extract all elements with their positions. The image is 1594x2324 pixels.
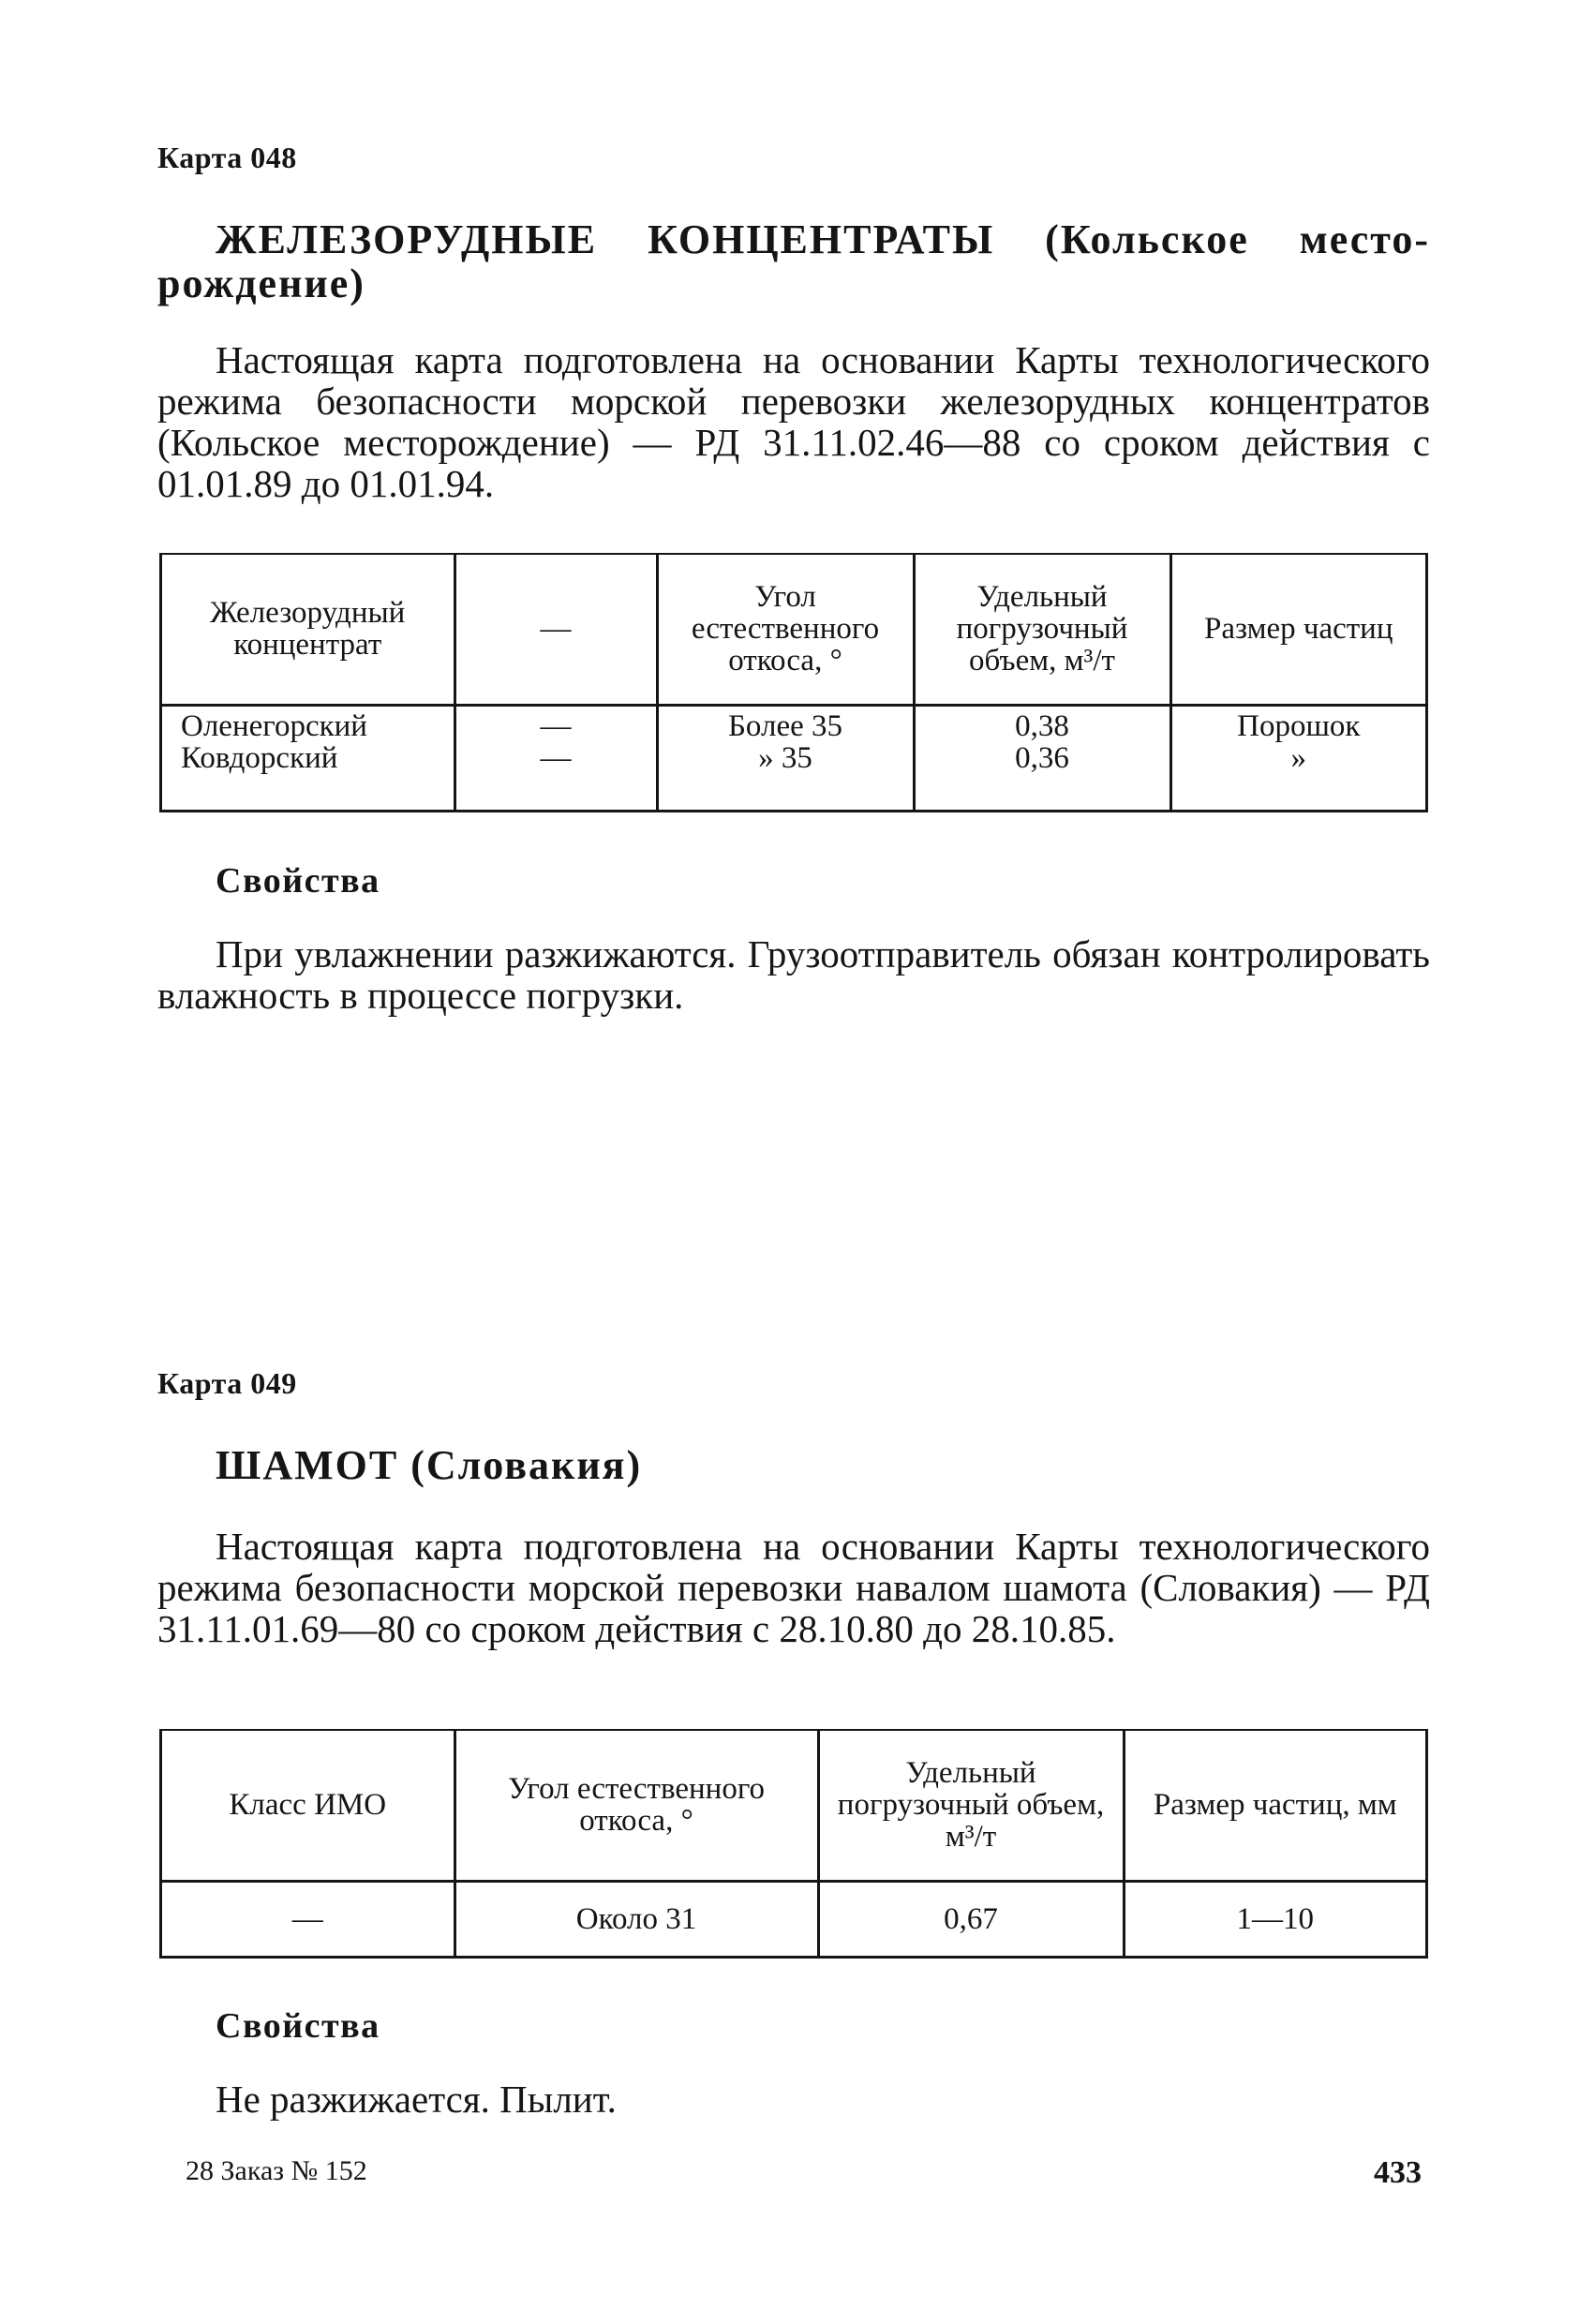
cell-name: Оленегорский <box>181 709 367 743</box>
card-048-title-word-4: место- <box>1299 216 1430 262</box>
header-particle-size: Размер частиц, мм <box>1124 1731 1425 1881</box>
cell-volume: 0,36 <box>914 742 1170 810</box>
table-row <box>162 742 1425 810</box>
cell-size: Порошок <box>1170 705 1425 742</box>
table-row <box>162 1881 1425 1956</box>
card-049-title: ШАМОТ (Словакия) <box>216 1442 643 1488</box>
cell-volume: 0,67 <box>818 1881 1124 1956</box>
cell-size: 1—10 <box>1124 1881 1425 1956</box>
card-048-intro: Настоящая карта подготовлена на основании Карты технологического режима безопасности морской перевозки железорудных концентратов (Кольское месторождение) — РД 31.11.02.46—88 со сроком действия с 01.01.89 до 01.01.94. <box>157 338 1430 505</box>
header-angle: Угол естественного откоса, ° <box>657 555 914 705</box>
cell-volume: 0,38 <box>914 705 1170 742</box>
card-049-intro: Настоящая карта подготовлена на основании Карты технологического режима безопасности морской перевозки навалом шамота (Словакия) — РД 31.11.01.69—80 со сроком действия с 28.10.80 до 28.10.85. <box>157 1525 1430 1650</box>
card-048-title-word-2: КОНЦЕНТРАТЫ <box>648 216 995 262</box>
card-049-properties-text: Не разжижается. Пылит. <box>216 2078 617 2121</box>
table-row <box>162 705 1425 742</box>
card-049-table <box>162 1731 1425 1956</box>
card-049-table-header <box>162 1731 1425 1881</box>
card-048-properties-text: При увлажнении разжижаются. Грузоотправитель обязан контролировать влажность в процессе погрузки. <box>157 932 1430 1017</box>
card-048-title <box>157 216 1430 319</box>
card-048-table-header <box>162 555 1425 705</box>
header-imo-class: Класс ИМО <box>162 1731 454 1881</box>
card-048-title-word-1: ЖЕЛЕЗОРУДНЫЕ <box>216 216 598 262</box>
cell-dash: — <box>454 742 657 810</box>
cell-dash: — <box>454 705 657 742</box>
card-048-title-line-2: рождение) <box>157 261 365 306</box>
header-angle: Угол естественного откоса, ° <box>454 1731 818 1881</box>
cell-name: Ковдорский <box>181 741 338 775</box>
card-048-properties-heading: Свойства <box>216 861 380 901</box>
header-volume: Удельный погрузочный объем, м³/т <box>914 555 1170 705</box>
header-volume: Удельный погрузочный объем, м³/т <box>818 1731 1124 1881</box>
card-048-title-word-3: (Кольское <box>1045 216 1249 262</box>
header-dash: — <box>454 555 657 705</box>
card-048-label: Карта 048 <box>157 141 297 174</box>
cell-angle: Более 35 <box>657 705 914 742</box>
cell-angle: Около 31 <box>454 1881 818 1956</box>
card-049-label: Карта 049 <box>157 1366 297 1400</box>
cell-imo-class: — <box>291 1901 323 1936</box>
page-number: 433 <box>1374 2155 1422 2190</box>
header-particle-size: Размер частиц <box>1170 555 1425 705</box>
header-concentrate: Железорудный концентрат <box>162 555 454 705</box>
printer-signature: 28 Заказ № 152 <box>186 2155 367 2186</box>
card-048-table <box>162 555 1425 810</box>
cell-angle: » 35 <box>657 742 914 810</box>
cell-size: » <box>1170 742 1425 810</box>
card-049-properties-heading: Свойства <box>216 2006 380 2046</box>
